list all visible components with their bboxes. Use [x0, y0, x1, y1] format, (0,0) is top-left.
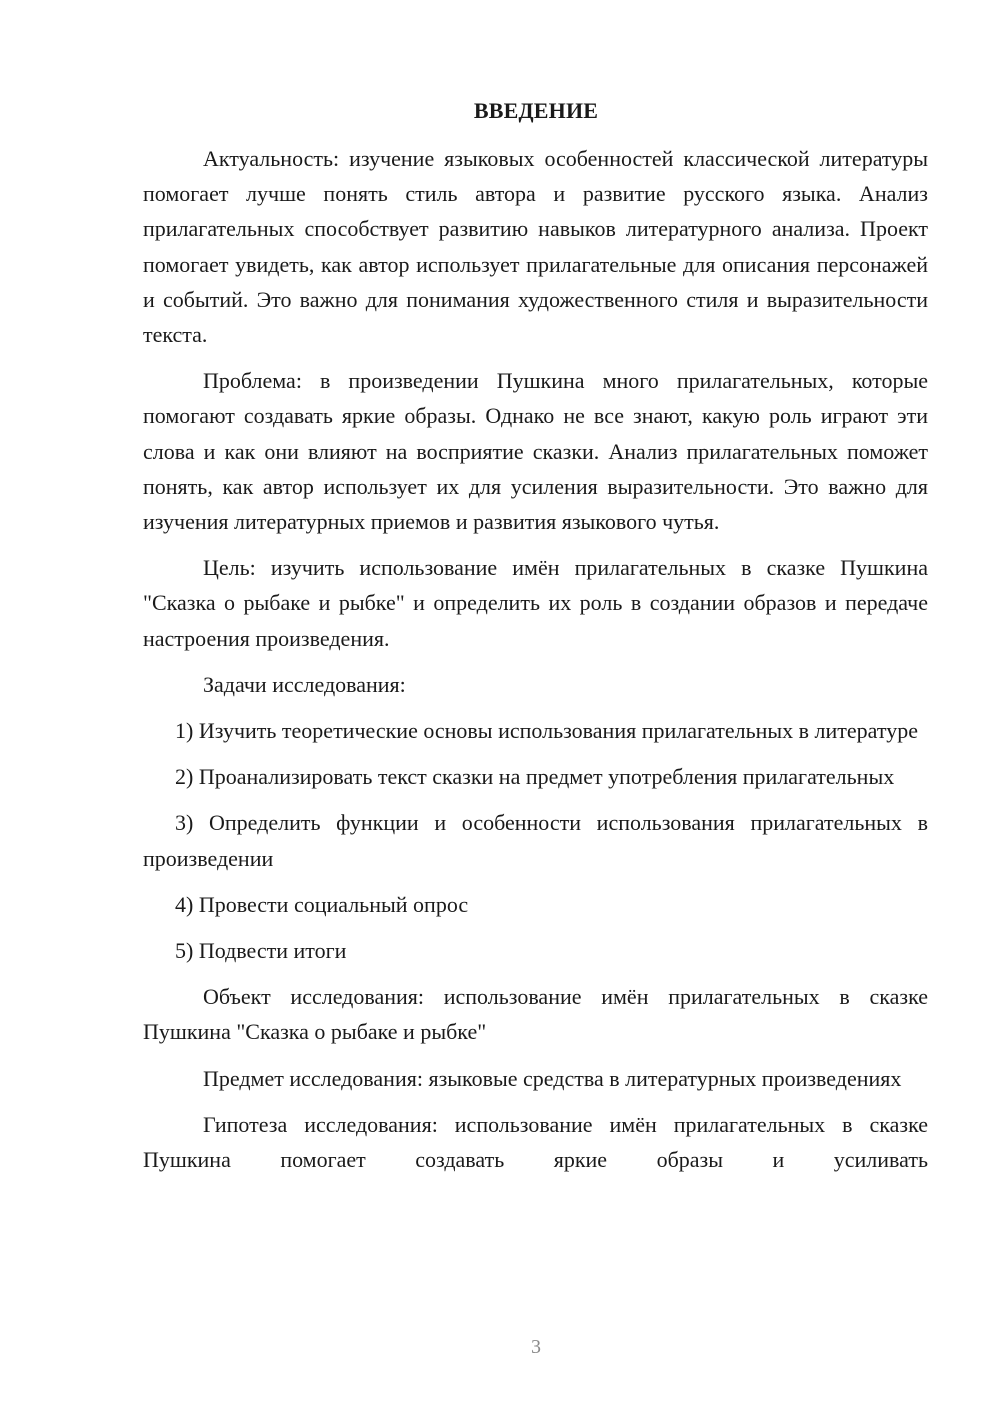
page-number: 3 [531, 1336, 541, 1358]
task-item: 3) Определить функции и особенности использования прилагательных в произведении [143, 810, 928, 871]
paragraph-relevance: Актуальность: изучение языковых особенностей классической литературы помогает лучше понять стиль автора и развитие русского языка. Анализ прилагательных способствует развитию навыков литературного анализа. Проект помогает увидеть, как автор использует прилагательные для описания персонажей и событий. Это важно для понимания художественного стиля и выразительности текста. [143, 146, 928, 348]
task-item: 2) Проанализировать текст сказки на предмет употребления прилагательных [175, 764, 895, 790]
document-body [143, 141, 928, 1177]
task-item: 5) Подвести итоги [175, 938, 347, 964]
paragraph-hypothesis: Гипотеза исследования: использование имён прилагательных в сказке Пушкина помогает создавать яркие образы и усиливать [143, 1111, 928, 1173]
paragraph-goal: Цель: изучить использование имён прилагательных в сказке Пушкина "Сказка о рыбаке и рыбке" и определить их роль в создании образов и передаче настроения произведения. [143, 555, 928, 651]
paragraph-object: Объект исследования: использование имён прилагательных в сказке Пушкина "Сказка о рыбаке и рыбке" [143, 984, 928, 1045]
task-item: 1) Изучить теоретические основы использования прилагательных в литературе [175, 718, 918, 744]
paragraph-problem: Проблема: в произведении Пушкина много прилагательных, которые помогают создавать яркие образы. Однако не все знают, какую роль играют эти слова и как они влияют на восприятие сказки. Анализ прилагательных поможет понять, как автор использует их для усиления выразительности. Это важно для изучения литературных приемов и развития языкового чутья. [143, 368, 928, 535]
page-title: ВВЕДЕНИЕ [473, 98, 599, 123]
paragraph-subject: Предмет исследования: языковые средства в литературных произведениях [203, 1065, 902, 1091]
paragraph-tasks-intro: Задачи исследования: [203, 671, 406, 697]
task-item: 4) Провести социальный опрос [175, 891, 469, 917]
